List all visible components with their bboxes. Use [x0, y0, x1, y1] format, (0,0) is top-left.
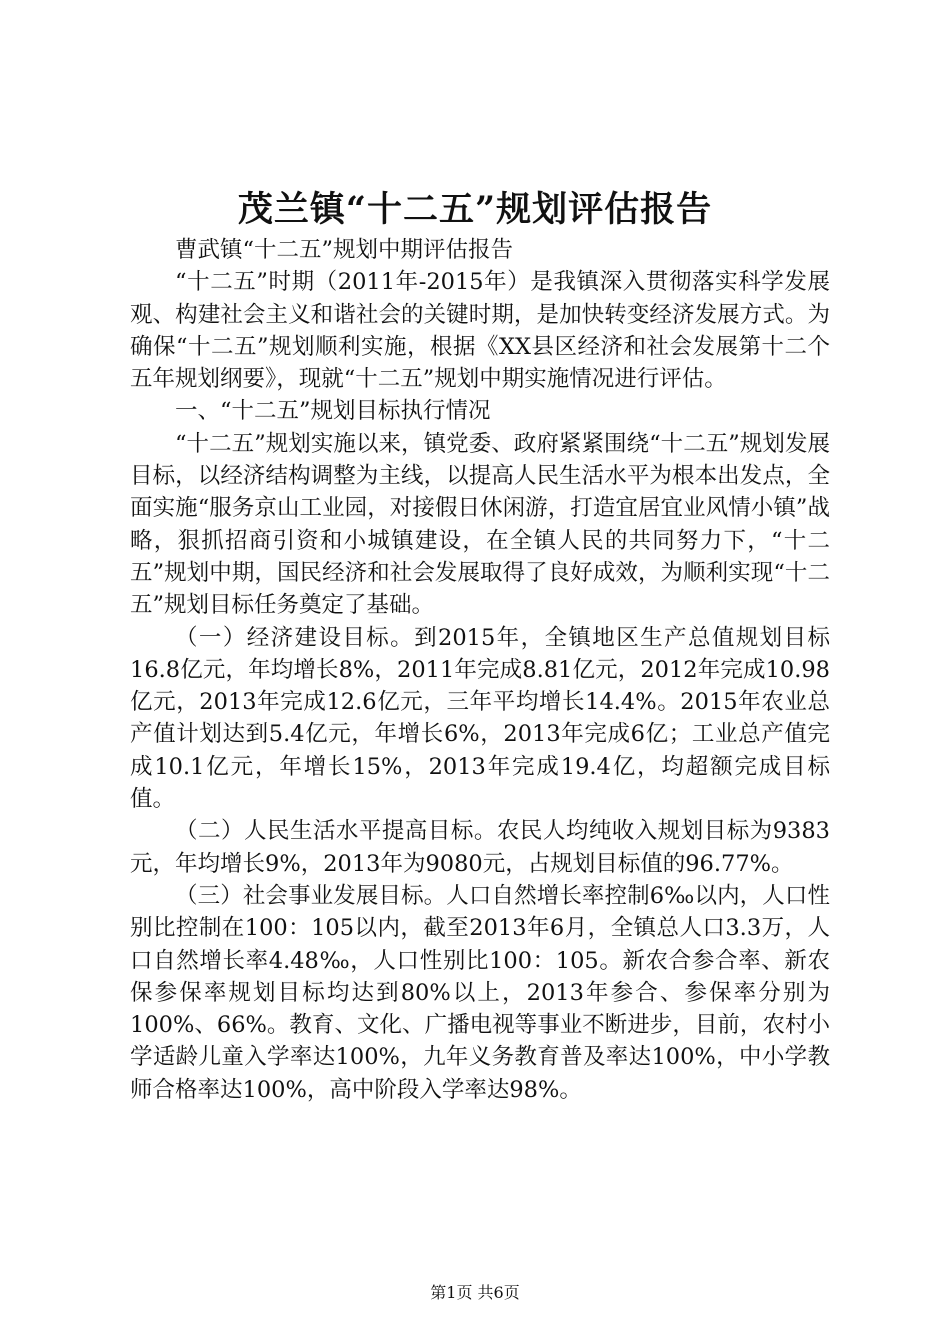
page-title: 茂兰镇“十二五”规划评估报告 — [237, 189, 713, 230]
body-paragraph: （二）人民生活水平提高目标。农民人均纯收入规划目标为9383元，年均增长9%，2013年为9080元，占规划目标值的96.77%。 — [130, 818, 830, 877]
page-number-footer: 第1页 共6页 — [430, 1283, 520, 1302]
body-paragraph: “十二五”时期（2011年-2015年）是我镇深入贯彻落实科学发展观、构建社会主义和谐社会的关键时期，是加快转变经济发展方式。为确保“十二五”规划顺利实施，根据《XX县区经济和社会发展第十二个五年规划纲要》，现就“十二五”规划中期实施情况进行评估。 — [130, 269, 830, 393]
body-paragraph: （一）经济建设目标。到2015年，全镇地区生产总值规划目标16.8亿元，年均增长8%，2011年完成8.81亿元，2012年完成10.98亿元，2013年完成12.6亿元，三年平均增长14.4%。2015年农业总产值计划达到5.4亿元，年增长6%，2013年完成6亿；工业总产值完成10.1亿元，年增长15%，2013年完成19.4亿，均超额完成目标值。 — [130, 624, 830, 813]
section-heading: 一、“十二五”规划目标执行情况 — [175, 398, 491, 425]
document-body — [130, 234, 830, 1106]
subtitle-paragraph: 曹武镇“十二五”规划中期评估报告 — [175, 237, 514, 263]
body-paragraph: “十二五”规划实施以来，镇党委、政府紧紧围绕“十二五”规划发展目标，以经济结构调整为主线，以提高人民生活水平为根本出发点，全面实施“服务京山工业园，对接假日休闲游，打造宜居宜业风情小镇”战略，狠抓招商引资和小城镇建设，在全镇人民的共同努力下，“十二五”规划中期，国民经济和社会发展取得了良好成效，为顺利实现“十二五”规划目标任务奠定了基础。 — [130, 430, 830, 619]
body-paragraph: （三）社会事业发展目标。人口自然增长率控制6‰以内，人口性别比控制在100：105以内，截至2013年6月，全镇总人口3.3万，人口自然增长率4.48‰，人口性别比100：105。新农合参合率、新农保参保率规划目标均达到80%以上，2013年参合、参保率分别为100%、66%。教育、文化、广播电视等事业不断进步，目前，农村小学适龄儿童入学率达100%，九年义务教育普及率达100%，中小学教师合格率达100%，高中阶段入学率达98%。 — [130, 882, 830, 1103]
